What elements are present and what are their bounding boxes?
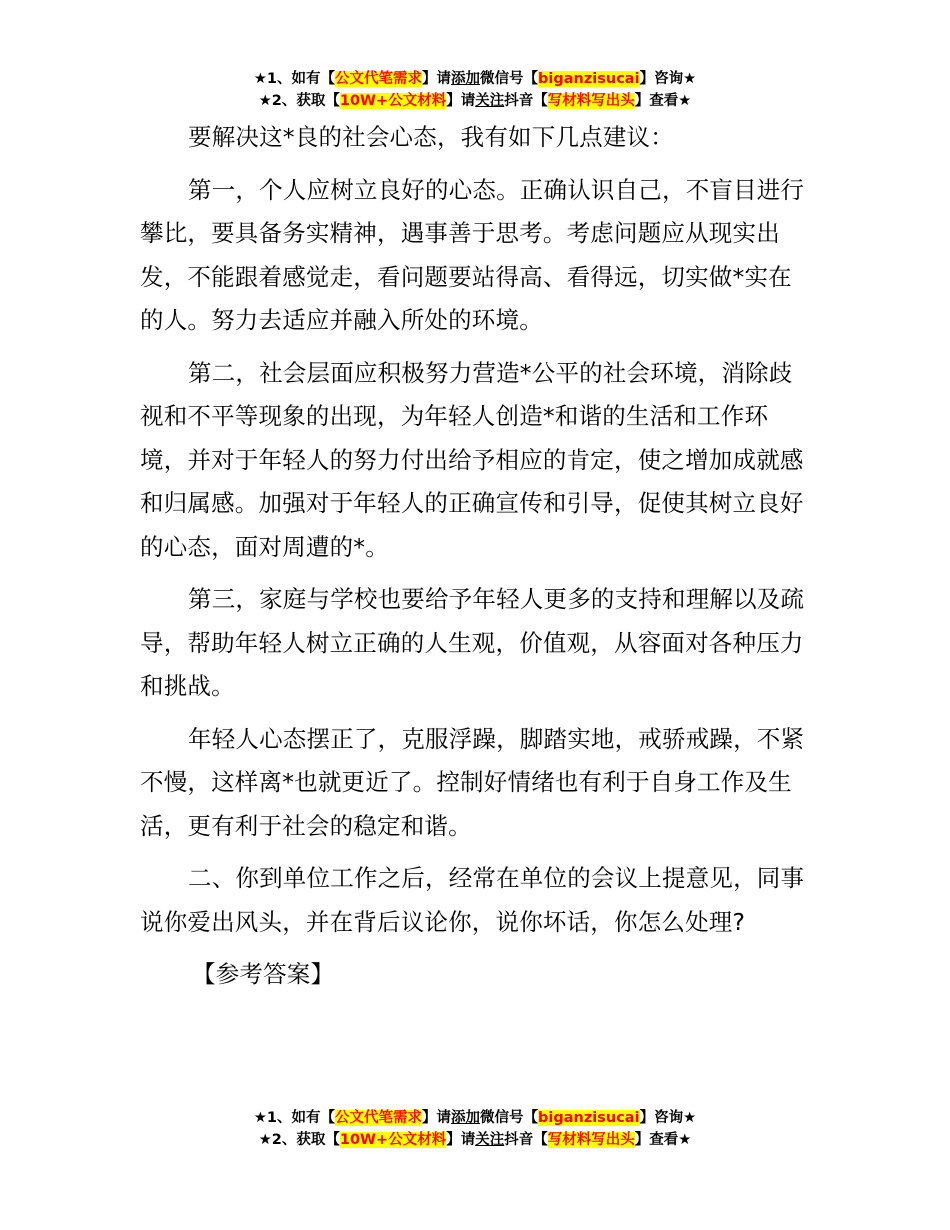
- footer-line-2-mid2: 抖音【: [504, 1132, 548, 1148]
- header-banner: [0, 68, 950, 112]
- banner-line-1-mid: 】请: [422, 71, 452, 87]
- banner-line-2-underlined: 关注: [475, 93, 505, 109]
- footer-line-2-underlined: 关注: [475, 1132, 505, 1148]
- banner-line-2: [0, 90, 950, 112]
- footer-line-2-suffix: 】查看★: [634, 1132, 692, 1148]
- banner-line-1-mid2: 微信号【: [480, 71, 539, 87]
- banner-line-1-suffix: 】咨询★: [639, 71, 697, 87]
- reference-answer-heading: 【参考答案】: [192, 960, 335, 988]
- footer-line-1-highlight-wechat: biganzisucai: [538, 1110, 640, 1126]
- banner-line-2-highlight-douyin: 写材料写出头: [547, 93, 635, 109]
- footer-line-1: [0, 1107, 950, 1129]
- banner-line-1-highlight-service: 公文代笔需求: [335, 71, 423, 87]
- banner-line-2-suffix: 】查看★: [634, 93, 692, 109]
- banner-line-1-highlight-wechat: biganzisucai: [538, 71, 640, 87]
- footer-line-2-mid: 】请: [446, 1132, 476, 1148]
- paragraph-first-suggestion: 第一，个人应树立良好的心态。正确认识自己，不盲目进行攀比，要具备务实精神，遇事善于思考。考虑问题应从现实出发，不能跟着感觉走，看问题要站得高、看得远，切实做*实在的人。努力去适应并融入所处的环境。: [140, 175, 805, 334]
- banner-line-1: [0, 68, 950, 90]
- footer-line-1-suffix: 】咨询★: [639, 1110, 697, 1126]
- banner-line-2-prefix: ★2、获取【: [258, 93, 340, 109]
- footer-line-1-mid2: 微信号【: [480, 1110, 539, 1126]
- document-body: [140, 116, 812, 1006]
- footer-line-1-underlined: 添加: [451, 1110, 481, 1126]
- footer-line-1-highlight-service: 公文代笔需求: [335, 1110, 423, 1126]
- paragraph-intro: 要解决这*良的社会心态，我有如下几点建议：: [188, 123, 674, 151]
- footer-banner: [0, 1107, 950, 1151]
- banner-line-2-mid: 】请: [446, 93, 476, 109]
- paragraph-third-suggestion: 第三，家庭与学校也要给予年轻人更多的支持和理解以及疏导，帮助年轻人树立正确的人生观，价值观，从容面对各种压力和挑战。: [140, 585, 805, 700]
- paragraph-conclusion: 年轻人心态摆正了，克服浮躁，脚踏实地，戒骄戒躁，不紧不慢，这样离*也就更近了。控制好情绪也有利于自身工作及生活，更有利于社会的稳定和谐。: [140, 724, 805, 840]
- banner-line-2-mid2: 抖音【: [504, 93, 548, 109]
- footer-line-2: [0, 1129, 950, 1151]
- paragraph-question-two: 二、你到单位工作之后，经常在单位的会议上提意见，同事说你爱出风头，并在背后议论你，说你坏话，你怎么处理?: [140, 864, 805, 936]
- paragraph-second-suggestion: 第二，社会层面应积极努力营造*公平的社会环境，消除歧视和不平等现象的出现，为年轻人创造*和谐的生活和工作环境，并对于年轻人的努力付出给予相应的肯定，使之增加成就感和归属感。加强对于年轻人的正确宣传和引导，促使其树立良好的心态，面对周遭的*。: [140, 358, 804, 561]
- banner-line-1-underlined: 添加: [451, 71, 481, 87]
- footer-line-2-prefix: ★2、获取【: [258, 1132, 340, 1148]
- footer-line-1-prefix: ★1、如有【: [253, 1110, 336, 1126]
- banner-line-2-highlight-materials: 10W+公文材料: [339, 93, 447, 109]
- banner-line-1-prefix: ★1、如有【: [253, 71, 336, 87]
- footer-line-1-mid: 】请: [422, 1110, 452, 1126]
- footer-line-2-highlight-douyin: 写材料写出头: [547, 1132, 635, 1148]
- footer-line-2-highlight-materials: 10W+公文材料: [339, 1132, 447, 1148]
